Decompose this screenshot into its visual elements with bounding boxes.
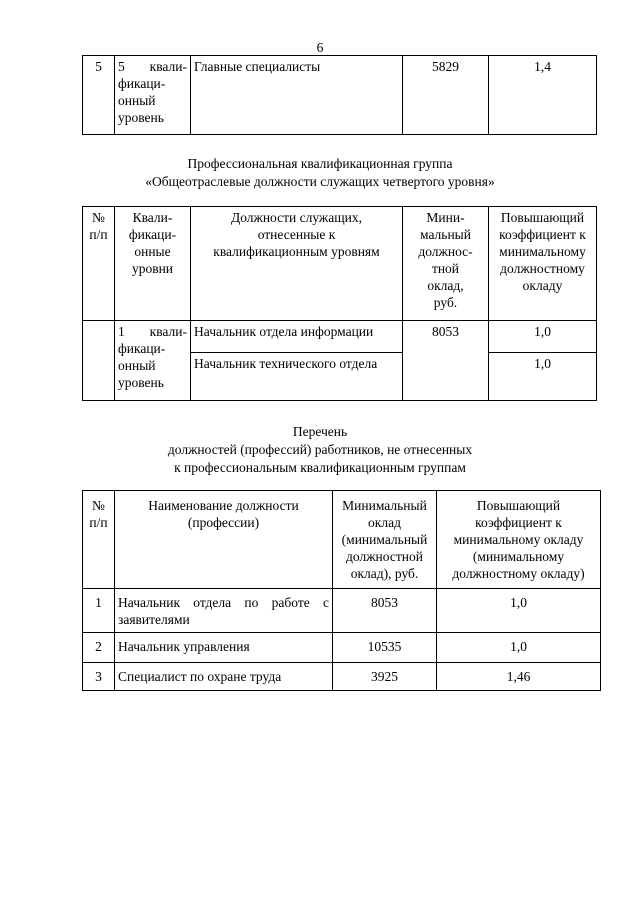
level-text: онный	[118, 358, 156, 373]
coefficient-value: 1,46	[437, 663, 601, 691]
level-text: уровень	[118, 110, 164, 125]
group-heading-line2: «Общеотраслевые должности служащих четвертого уровня»	[145, 174, 495, 189]
table-header-row	[83, 207, 597, 321]
level-text: 5	[118, 59, 125, 74]
header-num: № п/п	[83, 207, 115, 321]
level-text: онный	[118, 93, 156, 108]
table-row	[83, 56, 597, 135]
level-text: 1	[118, 324, 125, 339]
header-name: Наименование должности (профессии)	[115, 491, 333, 589]
salary-value: 3925	[333, 663, 437, 691]
row-number: 5	[83, 56, 115, 135]
level-text: уровень	[118, 375, 164, 390]
table-other-positions	[82, 490, 601, 691]
table-row	[83, 589, 601, 633]
coefficient-value: 1,4	[489, 56, 597, 135]
coefficient-value: 1,0	[489, 353, 597, 401]
salary-value: 5829	[403, 56, 489, 135]
header-num: № п/п	[83, 491, 115, 589]
salary-value: 10535	[333, 633, 437, 663]
table-row	[83, 663, 601, 691]
level-text: фикаци-	[118, 341, 166, 356]
coefficient-value: 1,0	[437, 633, 601, 663]
row-number	[83, 321, 115, 401]
position-name: Главные специалисты	[191, 56, 403, 135]
header-positions: Должности служащих, отнесенные к квалификационным уровням	[191, 207, 403, 321]
header-coefficient: Повышающий коэффициент к минимальному окладу (минимальному должностному окладу)	[437, 491, 601, 589]
header-level: Квали- фикаци- онные уровни	[115, 207, 191, 321]
coefficient-value: 1,0	[437, 589, 601, 633]
level-text: фикаци-	[118, 76, 166, 91]
position-name: Специалист по охране труда	[115, 663, 333, 691]
qualification-level	[115, 321, 191, 401]
level-text: квали-	[149, 324, 187, 339]
header-coefficient: Повышающий коэффициент к минимальному должностному окладу	[489, 207, 597, 321]
qualification-level	[115, 56, 191, 135]
level-text: квали-	[149, 59, 187, 74]
page-number: 6	[316, 40, 324, 55]
coefficient-value: 1,0	[489, 321, 597, 353]
position-name: Начальник управления	[115, 633, 333, 663]
table-group-positions	[82, 206, 597, 401]
header-salary: Минимальный оклад (минимальный должностной оклад), руб.	[333, 491, 437, 589]
position-name: Начальник отдела информации	[191, 321, 403, 353]
position-name-line: Начальник отдела по работе с	[118, 595, 329, 610]
position-name: Начальник технического отдела	[191, 353, 403, 401]
list-heading-line3: к профессиональным квалификационным группам	[174, 460, 466, 475]
row-number: 3	[83, 663, 115, 691]
table-header-row	[83, 491, 601, 589]
row-number: 2	[83, 633, 115, 663]
position-name-line: заявителями	[118, 612, 190, 627]
table-row	[83, 633, 601, 663]
table-top	[82, 55, 597, 135]
header-salary: Мини- мальный должнос- тной оклад, руб.	[403, 207, 489, 321]
table-row	[83, 321, 597, 353]
group-heading-line1: Профессиональная квалификационная группа	[187, 156, 453, 171]
row-number: 1	[83, 589, 115, 633]
salary-value: 8053	[403, 321, 489, 401]
salary-value: 8053	[333, 589, 437, 633]
list-heading-line1: Перечень	[292, 424, 348, 439]
list-heading-line2: должностей (профессий) работников, не отнесенных	[167, 442, 473, 457]
position-name	[115, 589, 333, 633]
